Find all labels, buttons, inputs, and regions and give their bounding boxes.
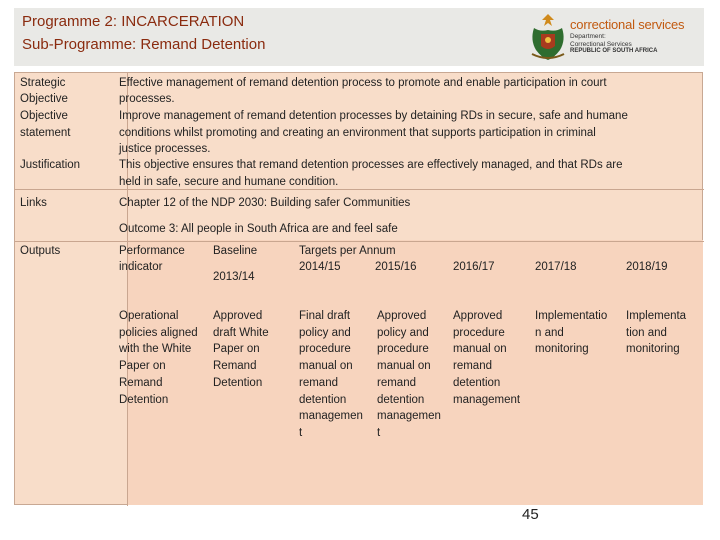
logo-dept-name: Correctional Services xyxy=(570,41,632,48)
target-cell-line: Implementa xyxy=(626,310,687,322)
target-cell-line: detention xyxy=(299,393,347,406)
target-cell-line: remand xyxy=(453,360,492,373)
target-cell-line: monitoring xyxy=(626,343,680,356)
programme-title: Programme 2: INCARCERATION xyxy=(22,13,245,30)
target-cell-line: n and xyxy=(535,326,564,339)
target-cell-line: t xyxy=(299,426,303,439)
target-cell-line: detention xyxy=(453,376,501,389)
target-cell-line: Implementatio xyxy=(535,310,608,322)
baseline-cell-line: Approved xyxy=(213,310,263,322)
indicator-cell-line: Operational xyxy=(119,310,179,322)
header-indicator: Performance xyxy=(119,245,185,257)
header-indicator: indicator xyxy=(119,261,163,273)
baseline-cell-line: Remand xyxy=(213,360,257,373)
target-cell-line: procedure xyxy=(299,343,351,356)
label-outputs: Outputs xyxy=(20,245,61,257)
target-cell-line: managemen xyxy=(299,410,363,423)
header-year: 2016/17 xyxy=(453,261,495,273)
target-cell-line: procedure xyxy=(377,343,429,356)
header-year: 2015/16 xyxy=(375,261,417,273)
row-divider-outputs xyxy=(15,241,704,242)
target-cell-line: tion and xyxy=(626,326,667,339)
target-cell-line: managemen xyxy=(377,410,441,423)
objective-statement-line: Improve management of remand detention processes by detaining RDs in secure, safe and humane xyxy=(119,110,628,122)
objective-statement-line: conditions whilst promoting and creating an environment that supports participation in criminal xyxy=(119,127,596,139)
target-cell-line: Approved xyxy=(453,310,503,322)
baseline-cell-line: Detention xyxy=(213,376,263,389)
target-cell-line: policy and xyxy=(377,326,429,339)
baseline-cell-line: Paper on xyxy=(213,343,260,356)
target-cell-line: management xyxy=(453,393,521,406)
indicator-cell-line: with the White xyxy=(119,343,192,356)
target-cell-line: Approved xyxy=(377,310,427,322)
indicator-cell-line: Detention xyxy=(119,393,169,406)
target-cell-line: policy and xyxy=(299,326,351,339)
coat-of-arms-icon xyxy=(528,10,568,62)
target-cell-line: manual on xyxy=(453,343,507,356)
objective-table xyxy=(14,72,703,505)
logo-country: REPUBLIC OF SOUTH AFRICA xyxy=(570,48,658,54)
subprogramme-title: Sub-Programme: Remand Detention xyxy=(22,36,266,53)
indicator-cell-line: Paper on xyxy=(119,360,166,373)
target-cell-line: remand xyxy=(299,376,338,389)
indicator-cell-line: policies aligned xyxy=(119,326,198,339)
header-year: 2014/15 xyxy=(299,261,341,273)
target-cell-line: detention xyxy=(377,393,425,406)
links-outcome: Outcome 3: All people in South Africa are and feel safe xyxy=(119,223,398,235)
label-statement: statement xyxy=(20,127,71,139)
logo-dept: Department: xyxy=(570,33,606,40)
target-cell-line: manual on xyxy=(377,360,431,373)
target-cell-line: procedure xyxy=(453,326,505,339)
header-targets: Targets per Annum xyxy=(299,245,396,257)
logo-name: correctional services xyxy=(570,17,685,32)
label-objective-2: Objective xyxy=(20,110,68,122)
header-baseline-year: 2013/14 xyxy=(213,271,255,283)
page-number: 45 xyxy=(522,506,539,523)
links-ndp: Chapter 12 of the NDP 2030: Building safer Communities xyxy=(119,197,411,209)
strategic-objective-line: Effective management of remand detention process to promote and enable participation in court xyxy=(119,77,607,89)
target-cell-line: monitoring xyxy=(535,343,589,356)
objective-statement-line: justice processes. xyxy=(119,143,211,155)
justification-line: held in safe, secure and humane condition. xyxy=(119,176,339,188)
strategic-objective-line: processes. xyxy=(119,93,175,105)
target-cell-line: manual on xyxy=(299,360,353,373)
target-cell-line: remand xyxy=(377,376,416,389)
label-links: Links xyxy=(20,197,47,209)
header-year: 2017/18 xyxy=(535,261,577,273)
target-cell-line: t xyxy=(377,426,381,439)
header-year: 2018/19 xyxy=(626,261,668,273)
label-objective: Objective xyxy=(20,93,68,105)
label-strategic: Strategic xyxy=(20,77,66,89)
label-justification: Justification xyxy=(20,159,81,171)
indicator-cell-line: Remand xyxy=(119,376,163,389)
justification-line: This objective ensures that remand detention processes are effectively managed, and that RDs are xyxy=(119,159,623,171)
header-baseline: Baseline xyxy=(213,245,258,257)
target-cell-line: Final draft xyxy=(299,310,351,322)
baseline-cell-line: draft White xyxy=(213,326,269,339)
